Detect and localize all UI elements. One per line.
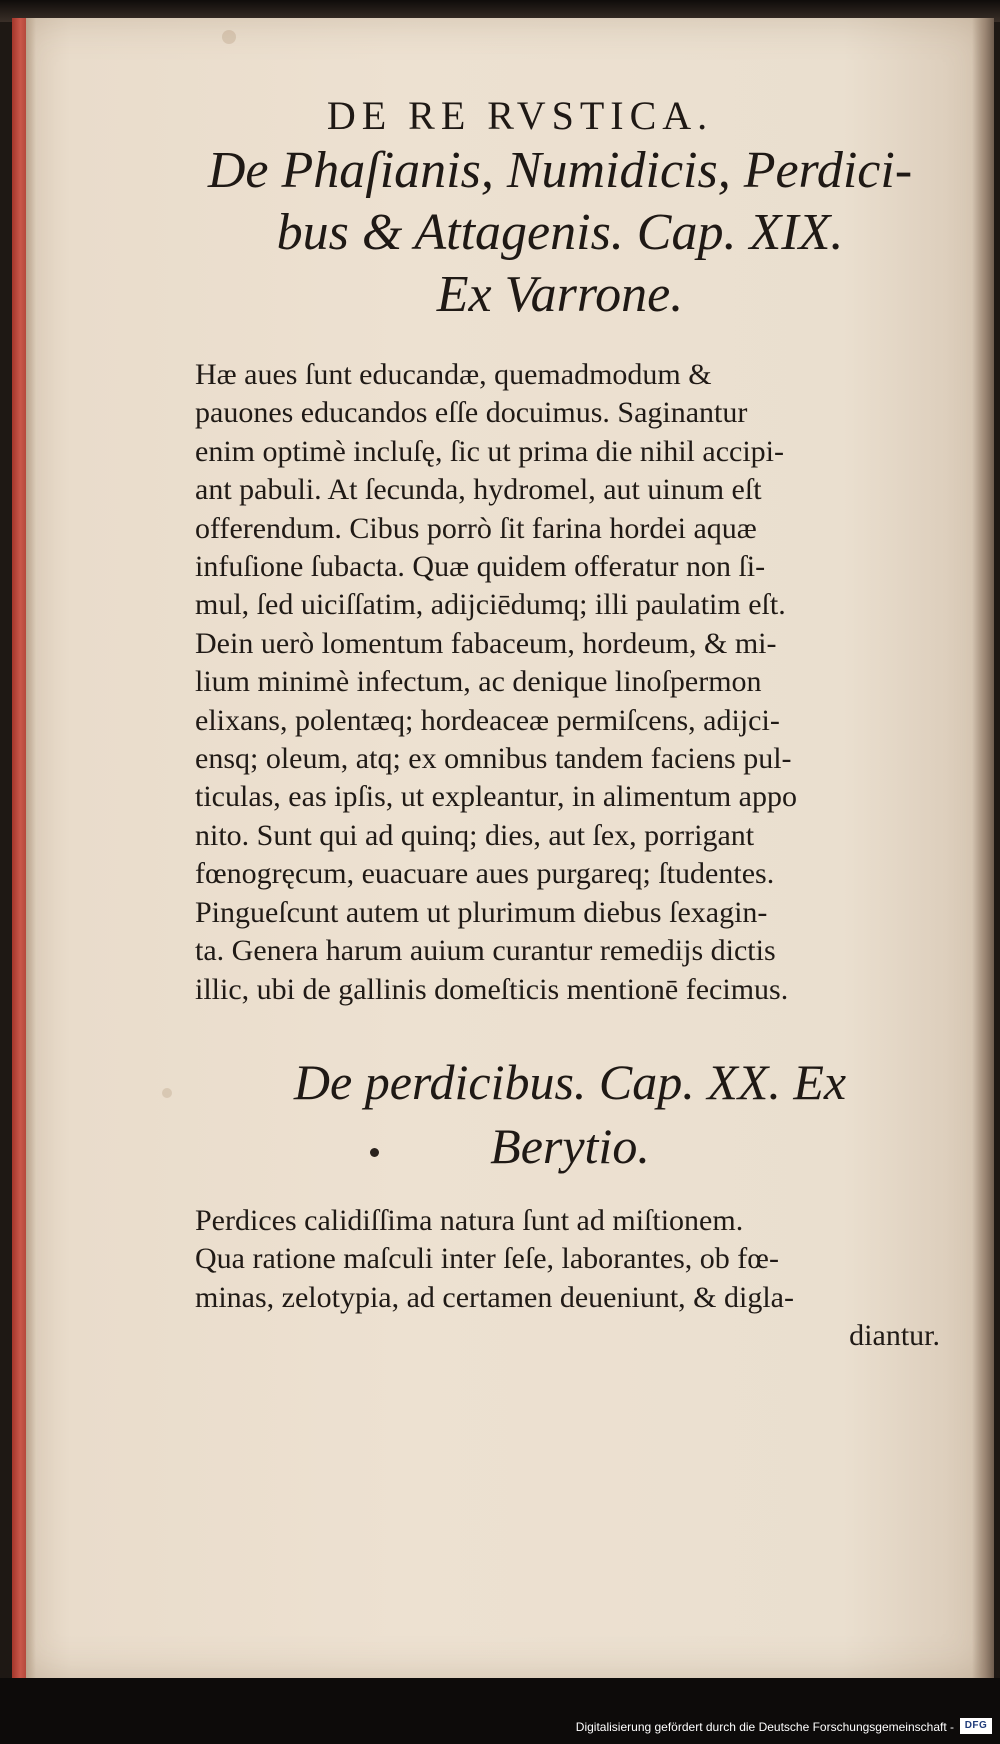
text-line: ta. Genera harum auium curantur remedijs dictis (195, 934, 776, 968)
text-line: elixans, polentæq; hordeaceæ permiſcens, adijci- (195, 703, 780, 737)
title-line: bus & Attagenis. Cap. XIX. (276, 204, 844, 261)
ink-dot (370, 1148, 379, 1157)
foxing-spot (222, 30, 236, 44)
chapter-19-body (195, 356, 940, 1009)
text-line: mul, ſed uiciſſatim, adijciēdumq; illi paulatim eſt. (195, 588, 786, 622)
footer-band (0, 1678, 1000, 1744)
text-line: illic, ubi de gallinis domeſticis mentionē fecimus. (195, 972, 789, 1006)
text-line: ticulas, eas ipſis, ut expleantur, in alimentum appo (195, 780, 797, 814)
text-line: nito. Sunt qui ad quinq; dies, aut ſex, porrigant (195, 818, 755, 852)
title-line: De perdicibus. Cap. XX. Ex (293, 1054, 847, 1110)
text-line: Perdices calidiſſima natura ſunt ad miſtionem. (195, 1204, 744, 1237)
text-line: Qua ratione maſculi inter ſeſe, laborantes, ob fœ- (195, 1242, 779, 1276)
text-line: ant pabuli. At ſecunda, hydromel, aut uinum eſt (195, 473, 762, 507)
chapter-20-body (195, 1202, 940, 1356)
text-line: lium minimè infectum, ac denique linoſpermon (195, 665, 762, 699)
text-line: pauones educandos eſſe docuimus. Saginantur (195, 396, 748, 430)
red-page-edge (12, 18, 26, 1678)
text-line: enim optimè incluſę, ſic ut prima die nihil accipi- (195, 434, 784, 468)
chapter-20-title (200, 1050, 940, 1178)
foxing-spot (162, 1088, 172, 1098)
chapter-19-title (180, 140, 940, 326)
text-line: ensq; oleum, atq; ex omnibus tandem faciens pul- (195, 742, 792, 776)
page-gutter-shadow (26, 18, 36, 1678)
dfg-logo: DFG (960, 1718, 992, 1734)
text-line: Pingueſcunt autem ut plurimum diebus ſexagin- (195, 895, 768, 929)
running-head: DE RE RVSTICA. (326, 93, 714, 138)
title-line: Berytio. (490, 1118, 650, 1174)
text-line: fœnogręcum, euacuare aues purgareq; ſtudentes. (195, 857, 775, 891)
text-line: Hæ aues ſunt educandæ, quemadmodum & (195, 358, 712, 391)
text-line: minas, zelotypia, ad certamen deueniunt, & digla- (195, 1280, 794, 1314)
title-line: Ex Varrone. (436, 266, 684, 323)
page-right-edge (972, 18, 994, 1678)
digitization-credit: Digitalisierung gefördert durch die Deutsche Forschungsgemeinschaft - (575, 1720, 954, 1734)
text-line: offerendum. Cibus porrò ſit farina hordei aquæ (195, 511, 757, 545)
text-line: Dein uerò lomentum fabaceum, hordeum, & mi- (195, 626, 777, 660)
text-line: infuſione ſubacta. Quæ quidem offeratur non ſi- (195, 550, 766, 584)
title-line: De Phaſianis, Numidicis, Perdici- (207, 142, 913, 199)
text-line: diantur. (849, 1319, 940, 1353)
